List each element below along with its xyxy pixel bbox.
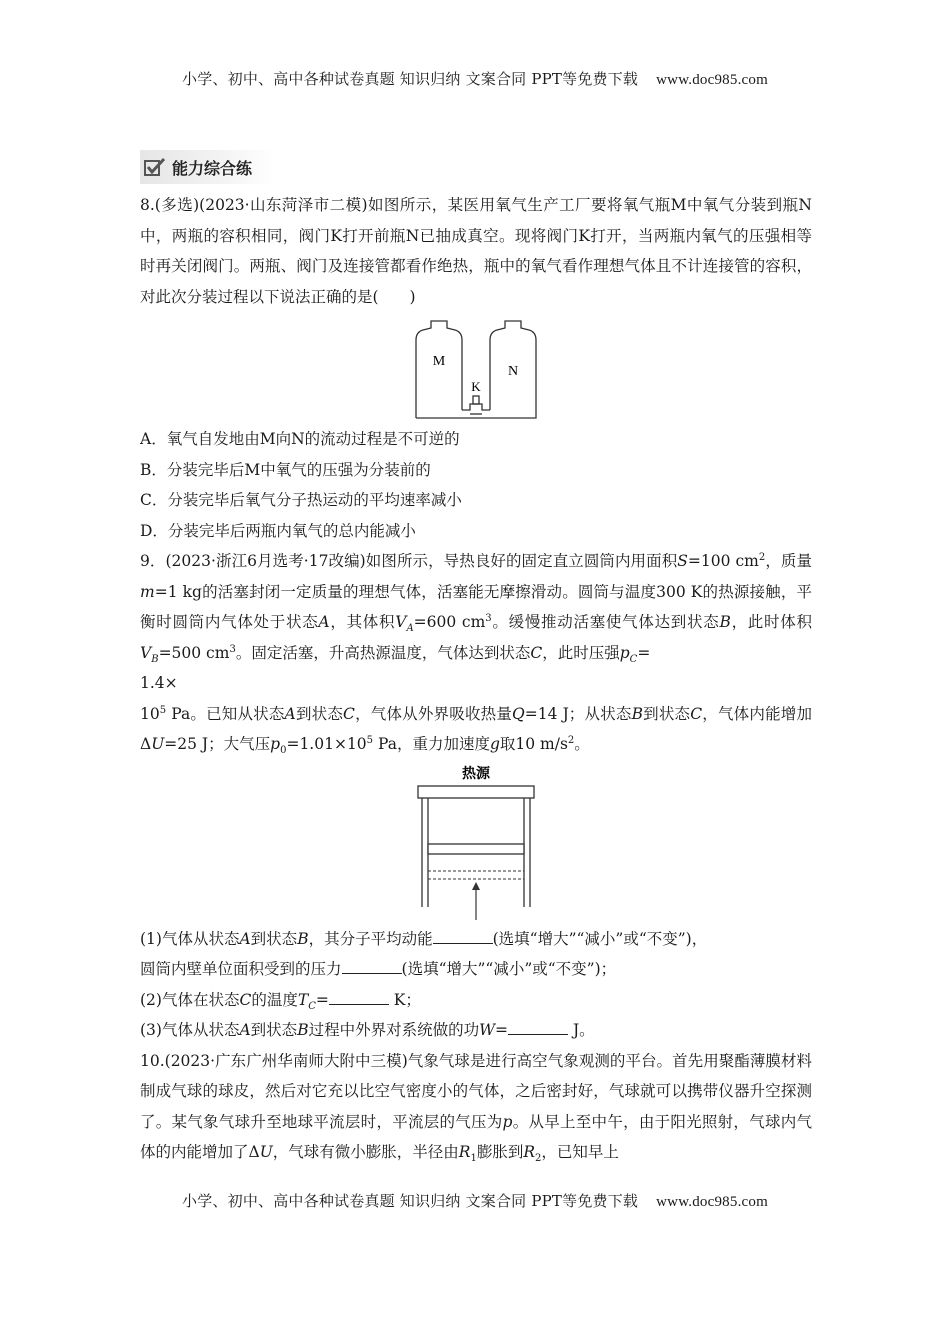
q8-stem: 8.(多选)(2023·山东菏泽市二模)如图所示，某医用氧气生产工厂要将氧气瓶M中氧气分装到瓶N中，两瓶的容积相同，阀门K打开前瓶N已抽成真空。现将阀门K打开，当两瓶内氧气的压强相等时再关闭阀门。两瓶、阀门及连接管都看作绝热，瓶中的氧气看作理想气体且不计连接管的容积，对此次分装过程以下说法正确的是( ) xyxy=(140,196,812,306)
label-k: K xyxy=(471,379,481,394)
q8-option-b: B．分装完毕后M中氧气的压强为分装前的 xyxy=(140,460,431,479)
q9-sub1: (1)气体从状态A到状态B，其分子平均动能 (选填“增大”“减小”或“不变”)， xyxy=(140,929,708,948)
footer-text: 小学、初中、高中各种试卷真题 知识归纳 文案合同 PPT等免费下载 xyxy=(182,1192,639,1210)
content xyxy=(140,190,812,1168)
q9-stem-cont: $10^5$ Pa。已知从状态A到状态C，气体从外界吸收热量Q=14 J；从状态B到状态C，气体内能增加ΔU=25 J；大气压$p_0=1.01\times 10^5$ Pa，重力加速度g取10 $m/s^2$。 xyxy=(140,704,812,757)
q8-figure-bottles xyxy=(411,318,541,420)
q10-stem: 10.(2023·广东广州华南师大附中三模)气象气球是进行高空气象观测的平台。首先用聚酯薄膜材料制成气球的球皮，然后对它充以比空气密度小的气体，之后密封好，气球就可以携带仪器升空探测了。某气象气球升至地球平流层时，平流层的气压为p。从早上至中午，由于阳光照射，气球内气体的内能增加了ΔU，气球有微小膨胀，半径由$R_1$膨胀到$R_2$，已知早上 xyxy=(140,1051,812,1165)
answer-blank[interactable] xyxy=(508,1019,568,1035)
q9-sub1-cont: 圆筒内壁单位面积受到的压力 (选填“增大”“减小”或“不变”)； xyxy=(140,960,617,978)
header-url[interactable]: www.doc985.com xyxy=(656,72,768,88)
page-footer xyxy=(0,1190,950,1211)
checkmark-icon xyxy=(144,157,166,177)
footer-url[interactable]: www.doc985.com xyxy=(656,1194,768,1210)
q9-stem-line5: 1.4× xyxy=(140,674,178,692)
header-text: 小学、初中、高中各种试卷真题 知识归纳 文案合同 PPT等免费下载 xyxy=(182,70,639,88)
label-m: M xyxy=(432,354,446,369)
q9-stem: 9．(2023·浙江6月选考·17改编)如图所示，导热良好的固定直立圆筒内用面积S=100 $cm^2$，质量m=1 kg的活塞封闭一定质量的理想气体，活塞能无摩擦滑动。圆筒与温度300 K的热源接触，平衡时圆筒内气体处于状态A，其体积$V_A=600$ $cm^3$。缓慢推动活塞使气体达到状态B，此时体积$V_B=500$ $cm^3$。固定活塞，升高热源温度，气体达到状态C，此时压强$p_C=$ xyxy=(140,551,812,665)
q8-option-a: A．氧气自发地由M向N的流动过程是不可逆的 xyxy=(140,430,460,448)
page-header xyxy=(0,68,950,89)
q9-figure-cylinder xyxy=(406,762,546,922)
answer-blank[interactable] xyxy=(433,928,493,944)
answer-blank[interactable] xyxy=(342,958,402,974)
section-heading xyxy=(140,150,275,184)
section-title: 能力综合练 xyxy=(172,158,253,178)
q9-sub2: (2)气体在状态C的温度$T_C= K$； xyxy=(140,990,421,1012)
label-n: N xyxy=(507,364,519,379)
heat-source-label: 热源 xyxy=(462,765,490,782)
q8-option-c: C．分装完毕后氧气分子热运动的平均速率减小 xyxy=(140,491,462,509)
q9-sub3: (3)气体从状态A到状态B过程中外界对系统做的功W= J。 xyxy=(140,1021,595,1039)
answer-blank[interactable] xyxy=(329,989,389,1005)
q8-option-d: D．分装完毕后两瓶内氧气的总内能减小 xyxy=(140,521,416,540)
